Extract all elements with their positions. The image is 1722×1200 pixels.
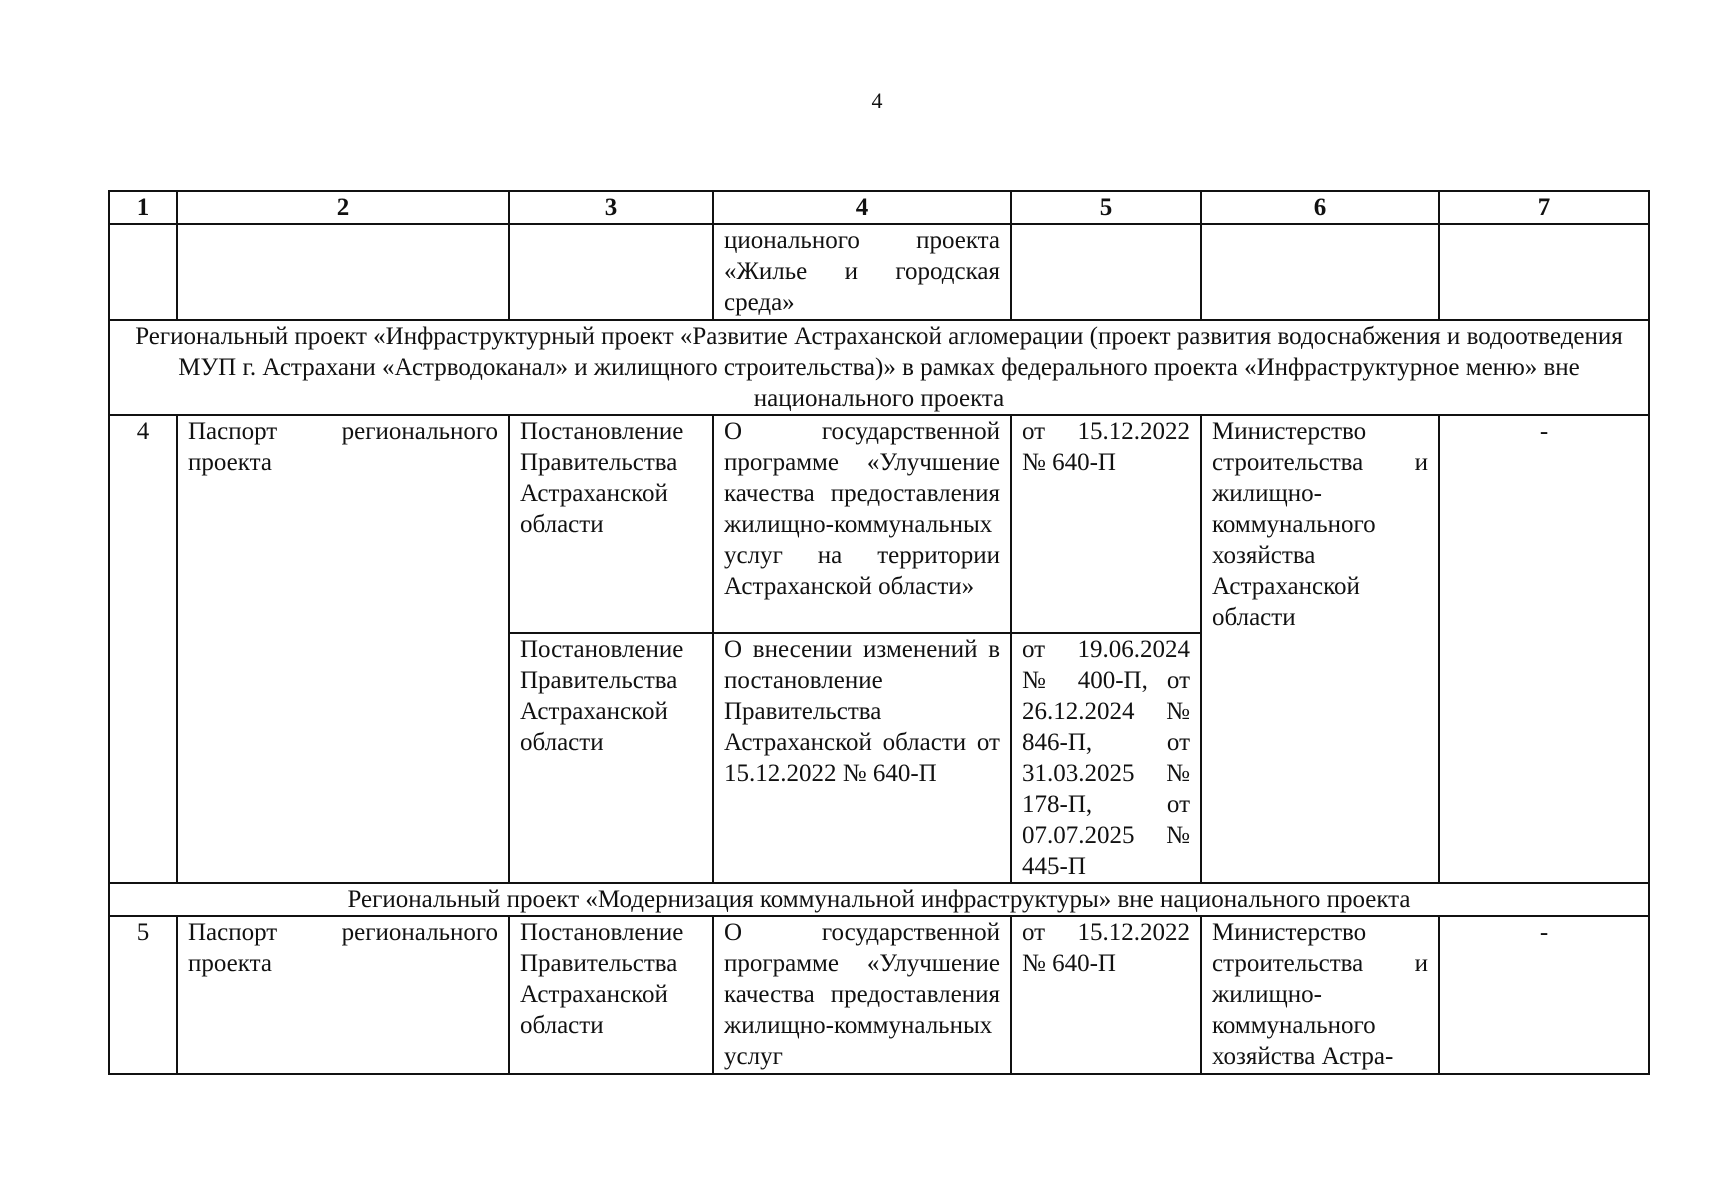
row4-sub1-col5: от 15.12.2022 № 640-П [1011,415,1201,633]
header-col-7: 7 [1439,191,1649,224]
page-number: 4 [871,88,883,113]
row5-col6: Министерство строительства и жилищно-коммунального хозяйства Астра- [1201,916,1439,1074]
table-row-4a [109,415,1649,633]
table-header-row [109,191,1649,224]
header-col-4: 4 [713,191,1011,224]
row5-col4: О государственной программе «Улучшение качества предоставления жилищно-коммунальных услуг [713,916,1011,1074]
continuation-row [109,224,1649,320]
row4-sub2-col3: Постановление Правительства Астраханской области [509,633,713,883]
header-col-2: 2 [177,191,509,224]
row4-number: 4 [109,415,177,883]
section-row-2 [109,883,1649,916]
row4-col2: Паспорт регионального проекта [177,415,509,883]
row5-number: 5 [109,916,177,1074]
header-col-6: 6 [1201,191,1439,224]
section-row-1 [109,320,1649,415]
header-col-5: 5 [1011,191,1201,224]
row4-sub1-col4: О государственной программе «Улучшение качества предоставления жилищно-коммунальных услуг на территории Астраханской области» [713,415,1011,633]
table-row-5 [109,916,1649,1074]
row5-col2: Паспорт регионального проекта [177,916,509,1074]
row5-col7: - [1439,916,1649,1074]
row4-sub2-col4: О внесении изменений в постановление Правительства Астраханской области от 15.12.2022 № 640-П [713,633,1011,883]
row4-col6: Министерство строительства и жилищно-коммунального хозяйства Астраханской области [1201,415,1439,883]
continuation-col4: ционального проекта «Жилье и городская среда» [713,224,1011,320]
header-col-1: 1 [109,191,177,224]
row5-col5: от 15.12.2022 № 640-П [1011,916,1201,1074]
row4-sub1-col3: Постановление Правительства Астраханской области [509,415,713,633]
row5-col3: Постановление Правительства Астраханской области [509,916,713,1074]
row4-col7: - [1439,415,1649,883]
section-title-2: Региональный проект «Модернизация коммунальной инфраструктуры» вне национального проекта [109,883,1649,916]
section-title-1: Региональный проект «Инфраструктурный проект «Развитие Астраханской агломерации (проект развития водоснабжения и водоотведения МУП г. Астрахани «Астрводоканал» и жилищного строительства)» в рамках федерального проекта «Инфраструктурное меню» вне национального проекта [109,320,1649,415]
row4-sub2-col5: от 19.06.2024 № 400-П, от 26.12.2024 № 846-П, от 31.03.2025 № 178-П, от 07.07.2025 № 445-П [1011,633,1201,883]
document-table [108,190,1650,1075]
header-col-3: 3 [509,191,713,224]
